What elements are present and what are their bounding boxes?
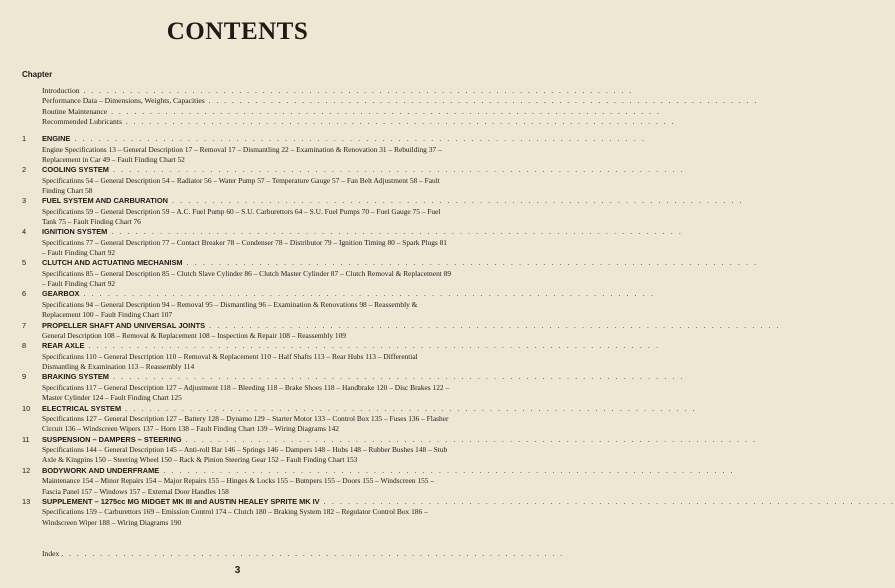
chapter-number: 5	[22, 258, 27, 268]
chapter-heading-text: CLUTCH AND ACTUATING MECHANISM	[42, 258, 183, 268]
chapter-contents: Specifications 127 – General Description 127 – Battery 128 – Dynamo 129 – Starter Motor 133 – Control Box 135 – Fuses 136 – Flasher Circuit 136 – Windscreen Wipers 137 – Horn 138 – Fault Finding Chart 139 – Wiring Diagrams 142	[42, 414, 449, 434]
chapter-heading: ELECTRICAL SYSTEM . . . . . . . . . . . . . . . . . . . . . . . . . . . . . . . . . . . . . . . . . . . . . . . . . . . . . . . . . . . . . . . . . . . . . . .	[42, 403, 697, 413]
page-number: 3	[234, 565, 241, 576]
chapter-contents: Maintenance 154 – Minor Repairs 154 – Major Repairs 155 – Hinges & Locks 155 – Bumpers 155 – Doors 155 – Windscreen 155 – Fascia Panel 157 – Windows 157 – External Door Handles 158	[42, 476, 435, 496]
chapter-number: 6	[22, 289, 27, 299]
index-label: Index	[42, 549, 60, 558]
index-entry: Index . . . . . . . . . . . . . . . . . . . . . . . . . . . . . . . . . . . . . . . . . . . . . . . . . . . . . . . . . . . . . . . . .	[42, 549, 565, 558]
chapter-number: 13	[22, 496, 31, 506]
chapter-contents: Specifications 144 – General Description 145 – Anti-roll Bar 146 – Springs 146 – Dampers 148 – Hubs 148 – Rubber Bushes 148 – Stub Axle & Kingpins 150 – Steering Wheel 150 – Rack & Pinion Steering Gear 152 – Fault Finding Chart 153	[42, 445, 448, 465]
chapter-entry	[22, 320, 781, 342]
chapter-entry	[22, 372, 685, 403]
chapter-contents: Specifications 77 – General Description 77 – Contact Breaker 78 – Condenser 78 – Distributor 79 – Ignition Timing 80 – Spark Plugs 81 – Fault Finding Chart 92	[42, 237, 448, 258]
front-matter-item: Performance Data – Dimensions, Weights, Capacities . . . . . . . . . . . . . . . . . . . . . . . . . . . . . . . . . . . . . . . . . . . . . . . . . . . . . . . . . . . . . . . . . . . . . . .	[42, 96, 759, 106]
front-matter-list	[42, 86, 759, 127]
chapter-entry	[22, 289, 655, 320]
front-matter-label: Performance Data – Dimensions, Weights, Capacities	[42, 96, 205, 106]
chapter-heading: COOLING SYSTEM . . . . . . . . . . . . . . . . . . . . . . . . . . . . . . . . . . . . . . . . . . . . . . . . . . . . . . . . . . . . . . . . . . . . . . .	[42, 165, 685, 175]
chapter-heading: SUPPLEMENT – 1275cc MG MIDGET MK III and AUSTIN HEALEY SPRITE MK IV . . . . . . . . . . . . . . . . . . . . . . . . . . . . . . . . . . . . . . . . . . . . . . . . . . . . . . . . . . . . . . . . . . . . . . .	[42, 496, 895, 506]
chapter-number: 3	[22, 196, 27, 206]
chapter-heading-text: BRAKING SYSTEM	[42, 372, 109, 382]
chapter-contents: General Description 108 – Removal & Replacement 108 – Inspection & Repair 108 – Reassembly 109	[42, 331, 346, 341]
chapter-number: 8	[22, 341, 27, 351]
chapter-contents: Engine Specifications 13 – General Description 17 – Removal 17 – Dismantling 22 – Examination & Renovation 31 – Rebuilding 37 – Replacement in Car 49 – Fault Finding Chart 52	[42, 144, 442, 164]
chapter-heading-text: REAR AXLE	[42, 341, 85, 351]
chapter-heading-text: SUPPLEMENT – 1275cc MG MIDGET MK III and AUSTIN HEALEY SPRITE MK IV	[42, 496, 320, 506]
chapter-heading: SUSPENSION – DAMPERS – STEERING . . . . . . . . . . . . . . . . . . . . . . . . . . . . . . . . . . . . . . . . . . . . . . . . . . . . . . . . . . . . . . . . . . . . . . .	[42, 434, 758, 444]
chapter-heading-text: IGNITION SYSTEM	[42, 227, 108, 237]
chapter-number: 9	[22, 372, 27, 382]
chapter-heading-text: SUSPENSION – DAMPERS – STEERING	[42, 434, 182, 444]
chapter-number: 12	[22, 465, 31, 475]
chapter-contents: Specifications 59 – General Description 59 – A.C. Fuel Pump 60 – S.U. Carburettors 64 – S.U. Fuel Pumps 70 – Fuel Gauge 75 – Fuel Tank 75 – Fault Finding Chart 76	[42, 206, 441, 226]
chapter-heading-text: FUEL SYSTEM AND CARBURATION	[42, 196, 168, 206]
chapter-entry	[22, 434, 758, 466]
front-matter-label: Introduction	[42, 86, 80, 95]
page-title: CONTENTS	[166, 18, 309, 45]
chapter-number: 2	[22, 165, 27, 175]
chapter-heading: GEARBOX . . . . . . . . . . . . . . . . . . . . . . . . . . . . . . . . . . . . . . . . . . . . . . . . . . . . . . . . . . . . . . . . . . . . . . .	[42, 289, 655, 299]
front-matter-label: Routine Maintenance	[42, 106, 108, 116]
chapter-entry	[22, 227, 683, 258]
chapter-contents: Specifications 159 – Carburettors 169 – Emission Control 174 – Clutch 180 – Braking System 182 – Regulator Control Box 186 – Windscreen Wiper 188 – Wiring Diagrams 190	[42, 507, 428, 527]
chapter-heading-text: COOLING SYSTEM	[42, 165, 109, 175]
chapter-number: 4	[22, 227, 27, 237]
chapter-heading: ENGINE . . . . . . . . . . . . . . . . . . . . . . . . . . . . . . . . . . . . . . . . . . . . . . . . . . . . . . . . . . . . . . . . . . . . . . .	[42, 134, 646, 143]
chapter-column-label: Chapter	[22, 70, 53, 79]
chapter-entry	[22, 134, 646, 165]
chapter-entry	[22, 403, 697, 435]
chapter-contents: Specifications 110 – General Description 110 – Removal & Replacement 110 – Half Shafts 113 – Rear Hubs 113 – Differential Dismantling & Examination 113 – Reassembly 114	[42, 351, 418, 372]
chapter-entry	[22, 165, 685, 196]
chapter-heading-text: ENGINE	[42, 134, 71, 143]
chapter-entry	[22, 196, 744, 227]
chapter-heading: BRAKING SYSTEM . . . . . . . . . . . . . . . . . . . . . . . . . . . . . . . . . . . . . . . . . . . . . . . . . . . . . . . . . . . . . . . . . . . . . . .	[42, 372, 685, 382]
chapter-heading: BODYWORK AND UNDERFRAME . . . . . . . . . . . . . . . . . . . . . . . . . . . . . . . . . . . . . . . . . . . . . . . . . . . . . . . . . . . . . . . . . . . . . . .	[42, 465, 735, 475]
chapter-heading-text: GEARBOX	[42, 289, 80, 299]
chapter-heading: FUEL SYSTEM AND CARBURATION . . . . . . . . . . . . . . . . . . . . . . . . . . . . . . . . . . . . . . . . . . . . . . . . . . . . . . . . . . . . . . . . . . . . . . .	[42, 196, 744, 206]
front-matter-label: Recommended Lubricants	[42, 116, 122, 126]
chapter-contents: Specifications 85 – General Description 85 – Clutch Slave Cylinder 86 – Clutch Master Cylinder 87 – Clutch Removal & Replacement 89 – Fault Finding Chart 92	[42, 268, 452, 289]
chapter-heading-text: PROPELLER SHAFT AND UNIVERSAL JOINTS	[42, 320, 206, 330]
chapter-number: 1	[22, 134, 27, 143]
chapter-entry	[22, 465, 735, 497]
front-matter-item: Routine Maintenance . . . . . . . . . . . . . . . . . . . . . . . . . . . . . . . . . . . . . . . . . . . . . . . . . . . . . . . . . . . . . . . . . . . . . . .	[42, 106, 661, 116]
chapter-number: 7	[22, 320, 27, 330]
chapter-entry	[22, 341, 661, 372]
chapter-number: 11	[22, 434, 30, 444]
chapter-contents: Specifications 54 – General Description 54 – Radiator 56 – Water Pump 57 – Temperature Gauge 57 – Fan Belt Adjustment 58 – Fault Finding Chart 58	[42, 175, 440, 195]
chapter-number: 10	[22, 403, 31, 413]
chapter-heading-text: ELECTRICAL SYSTEM	[42, 403, 122, 413]
front-matter-item: Introduction . . . . . . . . . . . . . . . . . . . . . . . . . . . . . . . . . . . . . . . . . . . . . . . . . . . . . . . . . . . . . . . . . . . . . . .	[42, 86, 634, 95]
chapter-heading: PROPELLER SHAFT AND UNIVERSAL JOINTS . . . . . . . . . . . . . . . . . . . . . . . . . . . . . . . . . . . . . . . . . . . . . . . . . . . . . . . . . . . . . . . . . . . . . . .	[42, 320, 781, 330]
chapter-heading: REAR AXLE . . . . . . . . . . . . . . . . . . . . . . . . . . . . . . . . . . . . . . . . . . . . . . . . . . . . . . . . . . . . . . . . . . . . . . .	[42, 341, 661, 351]
chapter-list	[22, 134, 895, 528]
chapter-heading: CLUTCH AND ACTUATING MECHANISM . . . . . . . . . . . . . . . . . . . . . . . . . . . . . . . . . . . . . . . . . . . . . . . . . . . . . . . . . . . . . . . . . . . . . . .	[42, 258, 759, 268]
front-matter-item: Recommended Lubricants . . . . . . . . . . . . . . . . . . . . . . . . . . . . . . . . . . . . . . . . . . . . . . . . . . . . . . . . . . . . . . . . . . . . . . .	[42, 116, 676, 126]
chapter-heading: IGNITION SYSTEM . . . . . . . . . . . . . . . . . . . . . . . . . . . . . . . . . . . . . . . . . . . . . . . . . . . . . . . . . . . . . . . . . . . . . . .	[42, 227, 683, 237]
chapter-entry	[22, 496, 895, 528]
chapter-contents: Specifications 94 – General Description 94 – Removal 95 – Dismantling 96 – Examination & Renovations 98 – Reassembly & Replacement 100 – Fault Finding Chart 107	[42, 299, 418, 320]
chapter-contents: Specifications 117 – General Description 127 – Adjustment 118 – Bleeding 118 – Brake Shoes 118 – Handbrake 120 – Disc Brakes 122 – Master Cylinder 124 – Fault Finding Chart 125	[42, 382, 450, 403]
chapter-entry	[22, 258, 759, 289]
chapter-heading-text: BODYWORK AND UNDERFRAME	[42, 465, 160, 475]
